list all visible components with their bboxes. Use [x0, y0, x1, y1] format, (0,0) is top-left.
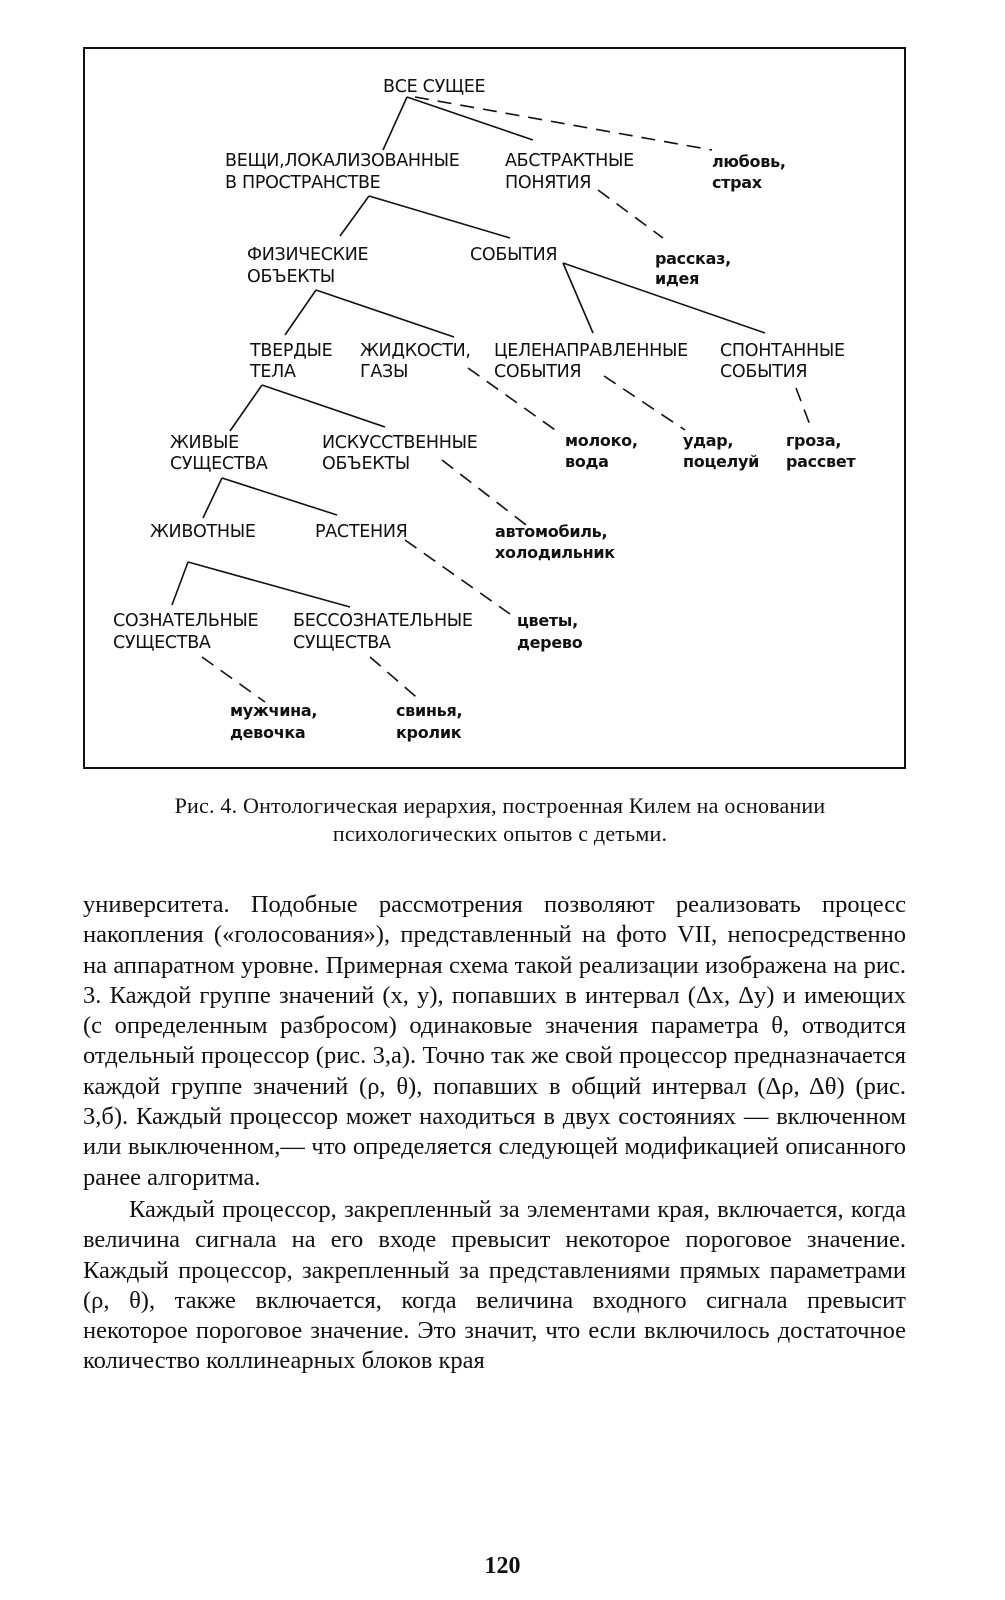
link-living-animals	[203, 478, 222, 518]
node-events: СОБЫТИЯ	[470, 245, 558, 265]
node-things-line2: В ПРОСТРАНСТВЕ	[225, 173, 381, 193]
example-story-line2: идея	[655, 269, 700, 288]
body-text	[83, 890, 906, 1377]
caption-line-1: Рис. 4. Онтологическая иерархия, построенная Килем на основании	[174, 793, 826, 818]
page-number: 120	[484, 1553, 521, 1579]
node-things-line1: ВЕЩИ,ЛОКАЛИЗОВАННЫЕ	[225, 151, 460, 171]
node-living-line1: ЖИВЫЕ	[170, 433, 239, 453]
example-strike-line2: поцелуй	[683, 452, 760, 471]
node-animals: ЖИВОТНЫЕ	[150, 522, 256, 542]
link-solid-artificial	[262, 385, 385, 427]
node-abstract-line2: ПОНЯТИЯ	[505, 173, 592, 193]
node-spontaneous-line1: СПОНТАННЫЕ	[720, 341, 845, 361]
link-animals-conscious	[172, 562, 188, 605]
node-physical-line2: ОБЪЕКТЫ	[247, 267, 335, 287]
example-man-line1: мужчина,	[230, 701, 318, 720]
link-things-physical	[340, 196, 369, 236]
link-physical-liquid	[316, 290, 454, 337]
paragraph-1: университета. Подобные рассмотрения позволяют реализовать процесс накопления («голосования»), представленный на фото VII, непосредственно на аппаратном уровне. Примерная схема такой реализации изображена на рис. 3. Каждой группе значений (x, y), попавших в интервал (Δx, Δy) и имеющих (с определенным разбросом) одинаковые значения параметра θ, отводится отдельный процессор (рис. 3,a). Точно так же свой процессор предназначается каждой группе значений (ρ, θ), попавших в общий интервал (Δρ, Δθ) (рис. 3,б). Каждый процессор может находиться в двух состояниях — включенном или выключенном,— что определяется следующей модификацией описанного ранее алгоритма.	[83, 891, 906, 1191]
dash-unconscious-pig	[370, 657, 422, 702]
example-storm-line1: гроза,	[786, 431, 842, 450]
link-animals-unconscious	[188, 562, 350, 607]
node-physical-line1: ФИЗИЧЕСКИЕ	[247, 245, 369, 265]
node-liquid-line2: ГАЗЫ	[360, 362, 409, 382]
dash-conscious-man	[202, 657, 265, 702]
link-root-things	[383, 97, 407, 150]
dash-spontaneous-storm	[796, 388, 810, 425]
dash-abstract-story	[598, 190, 663, 238]
paragraph-2: Каждый процессор, закрепленный за элементами края, включается, когда величина сигнала на его входе превысит некоторое пороговое значение. Каждый процессор, закрепленный за представлениями прямых параметрами (ρ, θ), также включается, когда величина входного сигнала превысит некоторое пороговое значение. Это значит, что если включилось достаточное количество коллинеарных блоков края	[83, 1195, 906, 1375]
example-man-line2: девочка	[230, 723, 306, 742]
example-pig-line1: свинья,	[396, 701, 463, 720]
ontology-diagram	[0, 0, 1005, 780]
link-things-events	[369, 196, 510, 238]
node-artificial-line2: ОБЪЕКТЫ	[322, 454, 410, 474]
example-flowers-line2: дерево	[517, 633, 583, 652]
node-living-line2: СУЩЕСТВА	[170, 454, 268, 474]
node-purposeful-line2: СОБЫТИЯ	[494, 362, 582, 382]
example-storm-line2: рассвет	[786, 452, 856, 471]
node-conscious-line2: СУЩЕСТВА	[113, 633, 211, 653]
dash-artificial-car	[442, 460, 530, 528]
dash-root-love	[415, 97, 712, 150]
node-liquid-line1: ЖИДКОСТИ,	[360, 341, 471, 361]
node-unconscious-line1: БЕССОЗНАТЕЛЬНЫЕ	[293, 611, 473, 631]
dash-purposeful-strike	[604, 376, 685, 430]
example-car-line2: холодильник	[495, 543, 615, 562]
example-milk-line2: вода	[565, 452, 609, 471]
example-strike-line1: удар,	[683, 431, 734, 450]
figure-caption	[80, 792, 920, 848]
link-root-abstract	[407, 97, 533, 140]
node-all-existing: ВСЕ СУЩЕЕ	[383, 77, 486, 97]
example-flowers-line1: цветы,	[517, 611, 578, 630]
node-purposeful-line1: ЦЕЛЕНАПРАВЛЕННЫЕ	[494, 341, 688, 361]
example-pig-line2: кролик	[396, 723, 462, 742]
node-artificial-line1: ИСКУССТВЕННЫЕ	[322, 433, 478, 453]
link-physical-solid	[285, 290, 316, 335]
node-abstract-line1: АБСТРАКТНЫЕ	[505, 151, 634, 171]
example-story-line1: рассказ,	[655, 249, 731, 268]
node-spontaneous-line2: СОБЫТИЯ	[720, 362, 808, 382]
caption-line-2: психологических опытов с детьми.	[332, 821, 668, 846]
link-solid-living	[230, 385, 262, 431]
link-events-purposeful	[563, 263, 593, 333]
node-solid-line1: ТВЕРДЫЕ	[250, 341, 333, 361]
example-love-line2: страх	[712, 173, 762, 192]
node-conscious-line1: СОЗНАТЕЛЬНЫЕ	[113, 611, 259, 631]
node-unconscious-line2: СУЩЕСТВА	[293, 633, 391, 653]
example-car-line1: автомобиль,	[495, 522, 608, 541]
example-milk-line1: молоко,	[565, 431, 638, 450]
example-love-line1: любовь,	[712, 152, 786, 171]
node-solid-line2: ТЕЛА	[250, 362, 296, 382]
link-living-plants	[222, 478, 337, 515]
node-plants: РАСТЕНИЯ	[315, 522, 408, 542]
